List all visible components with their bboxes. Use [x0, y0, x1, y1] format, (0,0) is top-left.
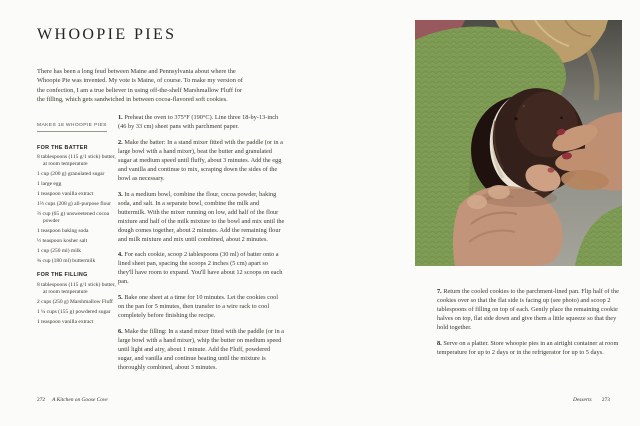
step-text: In a medium bowl, combine the flour, cocoa powder, baking soda, and salt. In a separate bowl, combine the milk and buttermilk. With the mixer running on low, add half of the flour mixture and half of the milk mixture to the bowl and mix until the dough comes together, about 2 minutes. Add the remaining flour and milk mixture and mix until combined, about 2 minutes. — [118, 190, 285, 243]
step-text: Serve on a platter. Store whoopie pies in an airtight container at room temperature for up to 2 days or in the refrigerator for up to 5 days. — [437, 339, 619, 356]
ingredient-item: 1⅔ cups (208 g) all-purpose flour — [37, 200, 111, 207]
step-number: 3. — [118, 190, 123, 198]
ingredient-item: 1 cup (200 g) granulated sugar — [37, 171, 105, 178]
ingredient-item: ⅔ cup (65 g) unsweetened cocoa powder — [37, 210, 110, 225]
ingredient-item: 1 cup (250 ml) milk — [37, 247, 81, 254]
step-text: Make the filling: In a stand mixer fitted with the paddle (or in a large bowl with a hand mixer), whip the butter on medium speed until light and airy, about 1 minute. Add the Fluff, powdered sugar, and vanilla and continue beating until the mixture is thoroughly combined, about 3 minutes. — [118, 327, 284, 371]
yield-note: MAKES 18 WHOOPIE PIES — [37, 123, 107, 132]
page-number-right: 273 — [601, 397, 610, 403]
whoopie-pie-illustration — [415, 20, 622, 266]
instruction-step — [118, 327, 285, 372]
section-name: Desserts — [572, 397, 592, 403]
ingredient-item: 1 ¼ cups (155 g) powdered sugar — [37, 308, 111, 315]
ingredient-item: 1 teaspoon vanilla extract — [37, 191, 94, 198]
ingredient-item: ¾ cup (180 ml) buttermilk — [37, 257, 96, 264]
step-number: 5. — [118, 294, 123, 302]
ingredient-item: 8 tablespoons (115 g/1 stick) butter, at room temperature — [37, 154, 116, 168]
step-number: 6. — [118, 327, 123, 335]
filling-heading: FOR THE FILLING — [37, 272, 88, 279]
step-text: Bake one sheet at a time for 10 minutes. Let the cookies cool on the pan for 5 minutes, then transfer to a wire rack to cool completely before finishing the recipe. — [118, 294, 279, 320]
ingredient-item: 1 teaspoon baking soda — [37, 228, 89, 235]
page-title: WHOOPIE PIES — [37, 26, 177, 43]
batter-ingredient-list — [37, 154, 116, 265]
footer-right — [420, 397, 610, 403]
ingredient-item: 1 large egg — [37, 181, 62, 188]
footer-left — [37, 397, 108, 403]
ingredient-item: 1 teaspoon vanilla extract — [37, 318, 94, 325]
instructions-column-left — [118, 113, 285, 379]
instruction-step — [437, 339, 624, 357]
step-number: 1. — [118, 114, 123, 121]
page-number-left: 272 — [37, 397, 46, 403]
batter-heading: FOR THE BATTER — [37, 144, 88, 151]
instructions-column-right — [437, 287, 624, 364]
ingredient-item: 8 tablespoons (115 g/1 stick) butter, at room temperature — [37, 281, 116, 295]
intro-paragraph: There has been a long feud between Maine and Pennsylvania about where the Whoopie Pie was invented. My vote is Maine, of course. To make my version of the confection, I am a true believer in using off-the-shelf Marshmallow Fluff for the filling, which gets sandwiched in between cocoa-flavored soft cookies. — [37, 68, 243, 103]
ingredients-sidebar — [37, 113, 116, 329]
photo-whoopie-pie — [415, 20, 622, 266]
step-text: Make the batter: In a stand mixer fitted with the paddle (or in a large bowl with a hand mixer), beat the butter and granulated sugar at medium speed until fluffy, about 3 minutes. Add the egg and vanilla and continue to mix, scraping down the sides of the bowl as necessary. — [118, 138, 283, 182]
instruction-step — [118, 138, 285, 183]
ingredient-item: 2 cups (250 g) Marshmallow Fluff — [37, 298, 113, 305]
book-title: A Kitchen on Goose Cove — [52, 397, 108, 403]
step-text: Preheat the oven to 375°F (190°C). Line three 18-by-13-inch (46 by 33 cm) sheet pans with parchment paper. — [118, 114, 279, 130]
step-number: 7. — [437, 288, 442, 295]
instruction-step — [118, 293, 285, 320]
instruction-step — [118, 190, 285, 244]
step-number: 4. — [118, 251, 123, 259]
step-number: 8. — [437, 339, 442, 347]
step-text: Return the cooled cookies to the parchment-lined pan. Flip half of the cookies over so that the flat side is facing up (see photo) and scoop 2 tablespoons of filling on top of each. Gently place the remaining cookie halves on top, flat side down and give them a little squeeze so that they hold together. — [437, 288, 619, 331]
step-number: 2. — [118, 138, 123, 146]
instruction-step — [118, 250, 285, 286]
filling-ingredient-list — [37, 282, 116, 326]
instruction-step — [118, 113, 285, 131]
ingredient-item: ½ teaspoon kosher salt — [37, 237, 88, 244]
instruction-step — [437, 287, 624, 332]
step-text: For each cookie, scoop 2 tablespoons (30 ml) of batter onto a lined sheet pan, spacing the scoops 2 inches (5 cm) apart so they'll have room to expand. You'll have about 12 scoops on each pan. — [118, 251, 283, 286]
